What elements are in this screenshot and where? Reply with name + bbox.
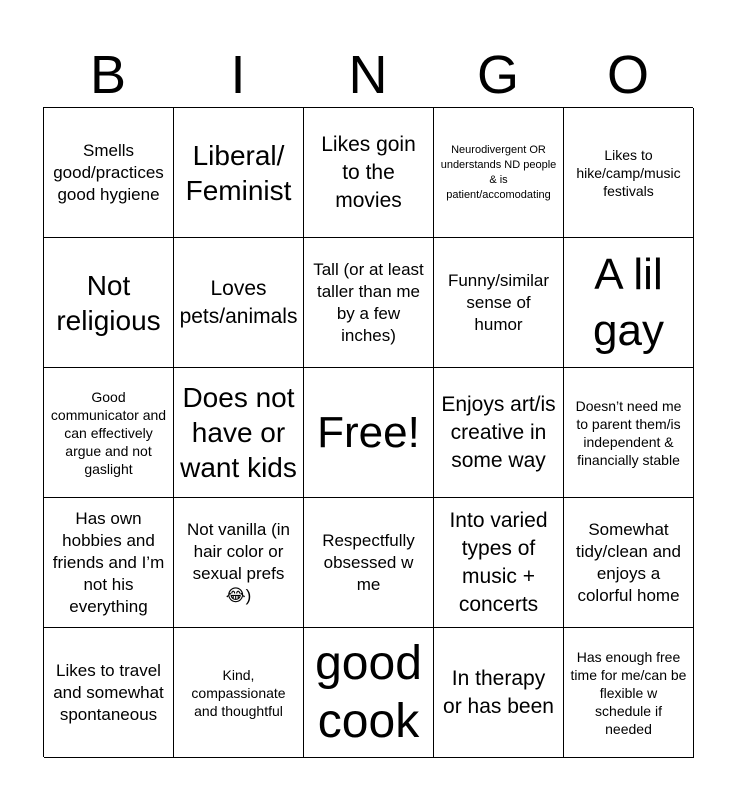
cell-text: Does not have or want kids	[180, 382, 297, 483]
bingo-cell[interactable]	[434, 108, 564, 238]
bingo-grid	[43, 107, 693, 757]
bingo-cell[interactable]	[44, 108, 174, 238]
cell-text: Smells good/practices good hygiene	[53, 140, 164, 204]
bingo-cell[interactable]	[174, 368, 304, 498]
bingo-cell[interactable]	[434, 238, 564, 368]
cell-text: Enjoys art/is creative in some way	[441, 392, 556, 472]
cell-text: In therapy or has been	[443, 666, 554, 718]
cell-text: A lil gay	[593, 249, 664, 355]
bingo-cell[interactable]	[564, 108, 694, 238]
cell-text: Somewhat tidy/clean and enjoys a colorful home	[576, 519, 681, 605]
bingo-cell[interactable]	[304, 108, 434, 238]
cell-text: Not vanilla (in hair color or sexual prefs 😂)	[187, 519, 290, 605]
bingo-cell[interactable]	[304, 238, 434, 368]
header-letter-b: B	[89, 45, 127, 105]
free-space-cell[interactable]	[304, 368, 434, 498]
bingo-cell[interactable]	[44, 628, 174, 758]
bingo-cell[interactable]	[174, 628, 304, 758]
bingo-cell[interactable]	[174, 238, 304, 368]
cell-text: good cook	[315, 636, 422, 748]
cell-text: Respectfully obsessed w me	[322, 530, 415, 594]
cell-text: Doesn’t need me to parent them/is independent & financially stable	[575, 397, 682, 468]
cell-text: Funny/similar sense of humor	[447, 270, 550, 334]
header-letter-n: N	[348, 45, 388, 105]
cell-text: Kind, compassionate and thoughtful	[191, 666, 286, 719]
bingo-cell[interactable]	[174, 498, 304, 628]
bingo-cell[interactable]	[44, 498, 174, 628]
cell-text: Into varied types of music + concerts	[449, 508, 548, 616]
bingo-cell[interactable]	[434, 368, 564, 498]
bingo-cell[interactable]	[304, 628, 434, 758]
bingo-header	[43, 44, 693, 106]
cell-text: Tall (or at least taller than me by a few inches)	[313, 259, 424, 345]
bingo-cell[interactable]	[304, 498, 434, 628]
bingo-cell[interactable]	[434, 498, 564, 628]
cell-text: Likes to hike/camp/music festivals	[576, 146, 681, 199]
header-letter-o: O	[606, 45, 649, 105]
bingo-cell[interactable]	[434, 628, 564, 758]
header-letter-i: I	[230, 45, 246, 105]
header-letter-g: G	[476, 45, 519, 105]
cell-text: Likes goin to the movies	[321, 132, 416, 212]
bingo-cell[interactable]	[564, 368, 694, 498]
bingo-cell[interactable]	[564, 628, 694, 758]
bingo-cell[interactable]	[44, 368, 174, 498]
cell-text: Has own hobbies and friends and I’m not his everything	[52, 508, 165, 616]
bingo-cell[interactable]	[564, 238, 694, 368]
cell-text: Loves pets/animals	[179, 276, 298, 328]
cell-text: Likes to travel and somewhat spontaneous	[53, 660, 164, 724]
cell-text: Has enough free time for me/can be flexible w schedule if needed	[570, 648, 687, 737]
free-space-text: Free!	[317, 407, 420, 457]
bingo-cell[interactable]	[564, 498, 694, 628]
cell-text: Neurodivergent OR understands ND people & is patient/accomodating	[440, 143, 557, 201]
cell-text: Good communicator and can effectively argue and not gaslight	[50, 388, 167, 477]
bingo-cell[interactable]	[44, 238, 174, 368]
cell-text: Not religious	[56, 269, 161, 336]
bingo-cell[interactable]	[174, 108, 304, 238]
cell-text: Liberal/ Feminist	[185, 139, 292, 206]
